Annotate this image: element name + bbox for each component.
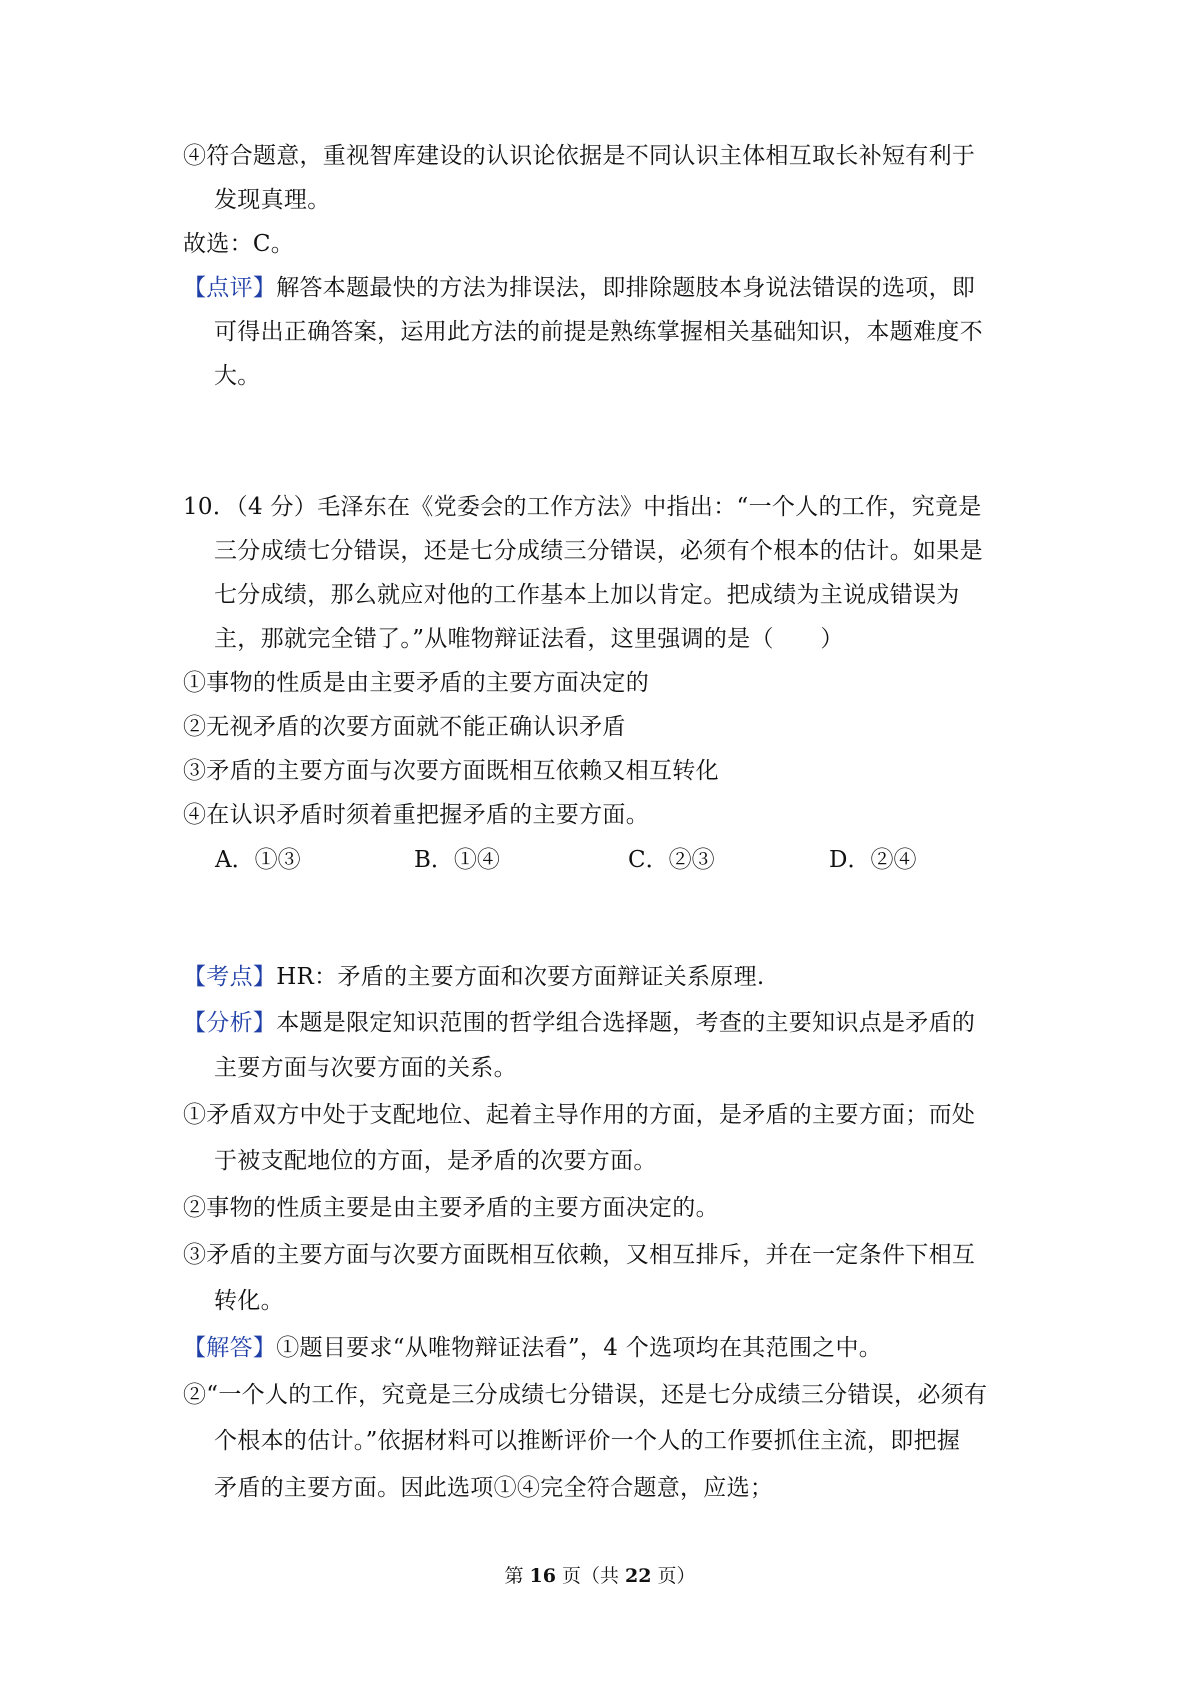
prev-comment-line1 (183, 273, 975, 303)
jieda-text: ①题目要求“从唯物辩证法看”，4 个选项均在其范围之中。 (276, 1335, 883, 1361)
jieda-tag: 【解答】 (183, 1335, 277, 1361)
footer-mid: 页（共 (555, 1565, 626, 1587)
fenxi-line2: 主要方面与次要方面的关系。 (214, 1055, 517, 1081)
question-line2: 三分成绩七分错误，还是七分成绩三分错误，必须有个根本的估计。如果是 (214, 538, 983, 564)
footer-post: 页） (651, 1565, 696, 1587)
jieda-p2-line2: 个根本的估计。”依据材料可以推断评价一个人的工作要抓住主流，即把握 (214, 1428, 961, 1454)
kaodian-tag: 【考点】 (183, 964, 277, 990)
prev-item4-line2: 发现真理。 (214, 187, 331, 213)
comment-text: 解答本题最快的方法为排误法，即排除题肢本身说法错误的选项，即 (276, 275, 976, 301)
jieda-line1 (183, 1333, 882, 1363)
fenxi-p2: ②事物的性质主要是由主要矛盾的主要方面决定的。 (183, 1195, 719, 1221)
footer-pre: 第 (504, 1565, 530, 1587)
statement-3: ③矛盾的主要方面与次要方面既相互依赖又相互转化 (183, 758, 719, 784)
statement-1: ①事物的性质是由主要矛盾的主要方面决定的 (183, 670, 649, 696)
question-line3: 七分成绩，那么就应对他的工作基本上加以肯定。把成绩为主说成错误为 (214, 582, 960, 608)
prev-item4-line1: ④符合题意，重视智库建设的认识论依据是不同认识主体相互取长补短有利于 (183, 143, 976, 169)
question-line4: 主，那就完全错了。”从唯物辩证法看，这里强调的是（ ） (214, 626, 844, 652)
prev-comment-line2: 可得出正确答案，运用此方法的前提是熟练掌握相关基础知识，本题难度不 (214, 319, 983, 345)
fenxi-tag: 【分析】 (183, 1010, 277, 1036)
jieda-p2-line1: ②“一个人的工作，究竟是三分成绩七分错误，还是七分成绩三分错误，必须有 (183, 1382, 988, 1408)
statement-4: ④在认识矛盾时须着重把握矛盾的主要方面。 (183, 802, 649, 828)
kaodian-line (183, 962, 765, 992)
fenxi-p1-line2: 于被支配地位的方面，是矛盾的次要方面。 (214, 1148, 657, 1174)
statement-2: ②无视矛盾的次要方面就不能正确认识矛盾 (183, 714, 626, 740)
comment-tag: 【点评】 (183, 275, 277, 301)
kaodian-text: HR：矛盾的主要方面和次要方面辩证关系原理. (276, 964, 765, 990)
option-d: D．②④ (829, 847, 917, 873)
fenxi-p1-line1: ①矛盾双方中处于支配地位、起着主导作用的方面，是矛盾的主要方面；而处 (183, 1102, 976, 1128)
question-line1: 10．（4 分）毛泽东在《党委会的工作方法》中指出：“一个人的工作，究竟是 (183, 494, 982, 520)
footer-page-number: 16 (529, 1565, 556, 1587)
fenxi-p3-line2: 转化。 (214, 1288, 284, 1314)
fenxi-text: 本题是限定知识范围的哲学组合选择题，考查的主要知识点是矛盾的 (276, 1010, 976, 1036)
option-b: B．①④ (414, 847, 500, 873)
page-footer (0, 1564, 1200, 1588)
prev-choice: 故选：C。 (183, 231, 295, 257)
footer-total-pages: 22 (625, 1565, 652, 1587)
prev-comment-line3: 大。 (214, 363, 261, 389)
option-a: A．①③ (215, 847, 301, 873)
fenxi-line1 (183, 1008, 975, 1038)
option-c: C．②③ (628, 847, 715, 873)
fenxi-p3-line1: ③矛盾的主要方面与次要方面既相互依赖，又相互排斥，并在一定条件下相互 (183, 1242, 976, 1268)
jieda-p2-line3: 矛盾的主要方面。因此选项①④完全符合题意，应选； (214, 1475, 774, 1501)
